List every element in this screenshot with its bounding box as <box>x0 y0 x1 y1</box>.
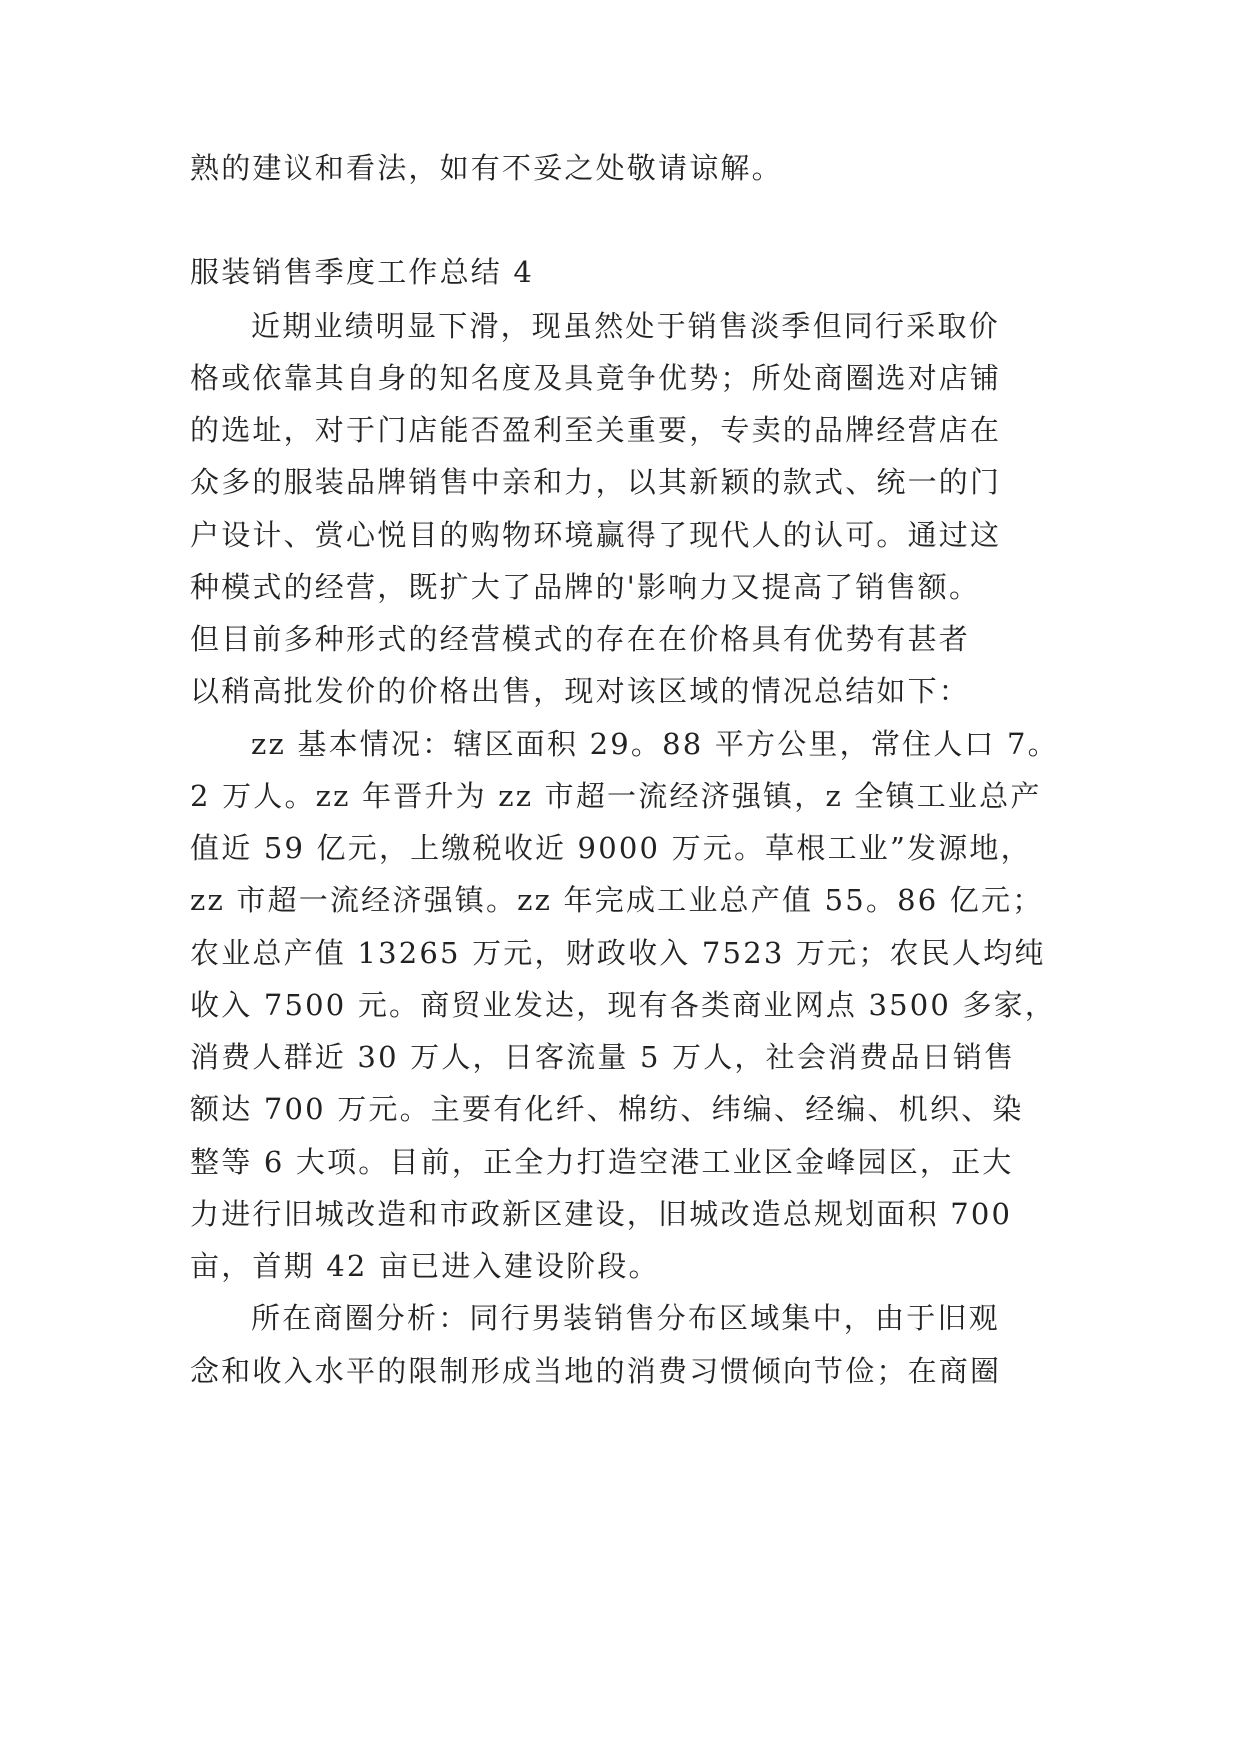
paragraph-1-line-4: 众多的服装品牌销售中亲和力，以其新颖的款式、统一的门 <box>190 465 1002 499</box>
paragraph-2-line-7: 消费人群近 30 万人，日客流量 5 万人，社会消费品日销售 <box>190 1040 1016 1074</box>
paragraph-2-line-8: 额达 700 万元。主要有化纤、棉纺、纬编、经编、机织、染 <box>190 1092 1024 1126</box>
paragraph-3-line-2: 念和收入水平的限制形成当地的消费习惯倾向节俭；在商圈 <box>190 1354 1002 1388</box>
paragraph-2-line-11: 亩，首期 42 亩已进入建设阶段。 <box>190 1249 660 1283</box>
previous-paragraph-tail: 熟的建议和看法，如有不妥之处敬请谅解。 <box>190 151 783 185</box>
paragraph-1-line-6: 种模式的经营，既扩大了品牌的'影响力又提高了销售额。 <box>190 570 981 604</box>
paragraph-2-line-6: 收入 7500 元。商贸业发达，现有各类商业网点 3500 多家， <box>190 988 1057 1022</box>
paragraph-2-line-10: 力进行旧城改造和市政新区建设，旧城改造总规划面积 700 <box>190 1197 1013 1231</box>
paragraph-2-line-1: zz 基本情况：辖区面积 29。88 平方公里，常住人口 7。 <box>251 727 1059 761</box>
paragraph-3-line-1: 所在商圈分析：同行男装销售分布区域集中，由于旧观 <box>251 1301 1000 1335</box>
paragraph-2-line-9: 整等 6 大项。目前，正全力打造空港工业区金峰园区，正大 <box>190 1145 1014 1179</box>
paragraph-1-line-1: 近期业绩明显下滑，现虽然处于销售淡季但同行采取价 <box>251 309 1000 343</box>
paragraph-2-line-5: 农业总产值 13265 万元，财政收入 7523 万元；农民人均纯 <box>190 936 1046 970</box>
paragraph-1-line-7: 但目前多种形式的经营模式的存在在价格具有优势有甚者 <box>190 622 971 656</box>
paragraph-1-line-2: 格或依靠其自身的知名度及具竟争优势；所处商圈选对店铺 <box>190 361 1002 395</box>
paragraph-1-line-8: 以稍高批发价的价格出售，现对该区域的情况总结如下： <box>190 674 971 708</box>
section-heading: 服装销售季度工作总结 4 <box>190 255 535 289</box>
paragraph-2-line-4: zz 市超一流经济强镇。zz 年完成工业总产值 55。86 亿元； <box>190 883 1044 917</box>
paragraph-2-line-3: 值近 59 亿元，上缴税收近 9000 万元。草根工业”发源地， <box>190 831 1032 865</box>
paragraph-1-line-5: 户设计、赏心悦目的购物环境赢得了现代人的认可。通过这 <box>190 518 1002 552</box>
paragraph-2-line-2: 2 万人。zz 年晋升为 zz 市超一流经济强镇，z 全镇工业总产 <box>190 779 1042 813</box>
paragraph-1-line-3: 的选址，对于门店能否盈利至关重要，专卖的品牌经营店在 <box>190 413 1002 447</box>
